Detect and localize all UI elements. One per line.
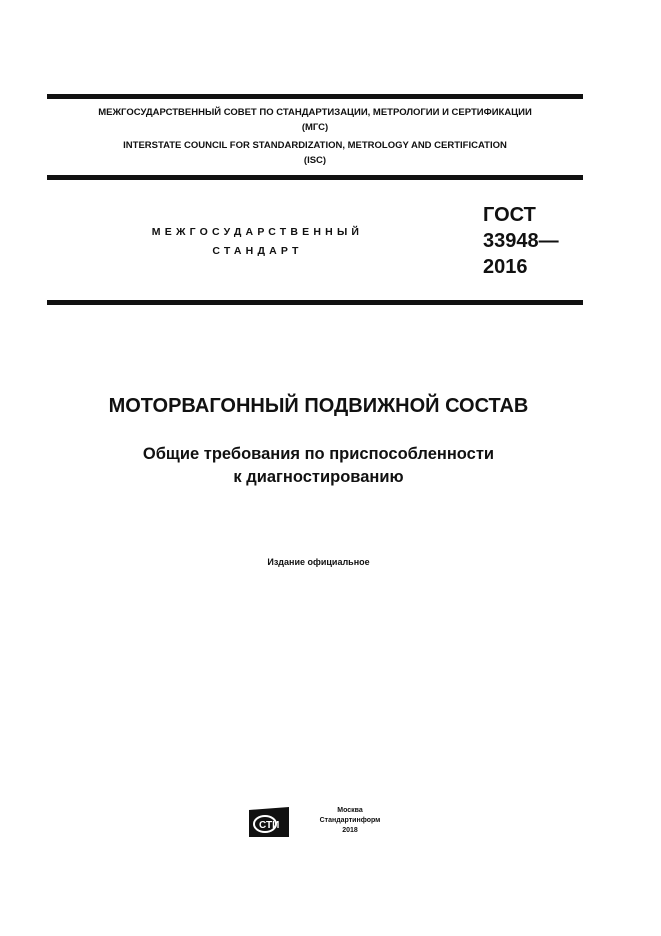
publisher-city: Москва: [337, 807, 363, 814]
council-en-abbr: (ISC): [303, 155, 327, 166]
gost-year: 2016: [483, 256, 528, 278]
standard-type-line1: МЕЖГОСУДАРСТВЕННЫЙ: [151, 226, 364, 238]
divider: [47, 94, 583, 99]
gost-label: ГОСТ: [483, 204, 536, 226]
edition-note: Издание официальное: [267, 557, 370, 567]
standard-type-line2: СТАНДАРТ: [212, 245, 303, 257]
publisher-info: [310, 806, 390, 836]
document-subtitle-line1: Общие требования по приспособленности: [142, 445, 495, 463]
publisher-name: Стандартинформ: [319, 817, 381, 824]
council-en: INTERSTATE COUNCIL FOR STANDARDIZATION, METROLOGY AND CERTIFICATION: [123, 140, 507, 151]
council-ru-abbr: (МГС): [301, 122, 329, 133]
publisher-logo-icon: [248, 806, 290, 838]
council-ru: МЕЖГОСУДАРСТВЕННЫЙ СОВЕТ ПО СТАНДАРТИЗАЦИИ, МЕТРОЛОГИИ И СЕРТИФИКАЦИИ: [98, 107, 532, 118]
divider: [47, 300, 583, 305]
publisher-year: 2018: [342, 827, 358, 834]
divider: [47, 175, 583, 180]
svg-text:СТИ: СТИ: [259, 820, 280, 831]
gost-number: 33948—: [483, 230, 559, 252]
document-subtitle-line2: к диагностированию: [233, 468, 404, 486]
document-title: МОТОРВАГОННЫЙ ПОДВИЖНОЙ СОСТАВ: [108, 395, 529, 417]
